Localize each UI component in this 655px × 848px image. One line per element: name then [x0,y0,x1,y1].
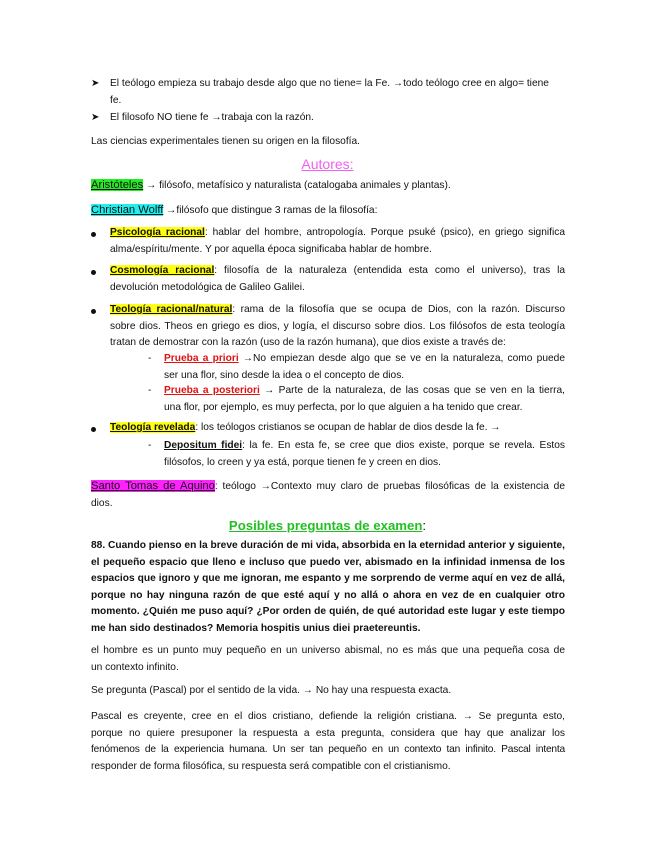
rama-cosmologia [110,263,565,296]
paragraph-hombre [91,643,565,676]
rama-line: tratan de demostrar con la razón (uso de la razón humana), que dios existe a través de: [110,337,506,348]
rama-line: devolución metodológica de Galileo Galilei. [110,281,305,293]
tomas-entry [91,478,565,512]
rama-line: : hablar del hombre, antropología. Porque psuké (psico), en griego significa [204,227,565,238]
arrow-bullet-icon: ➤ [91,78,100,89]
bullet-line: El teólogo empieza su trabajo desde algo que no tiene= la Fe. →todo teólogo cree en algo= tiene [110,78,549,89]
rama-line: : rama de la filosofía que se ocupa de Dios, con la razón. Discurso [232,304,565,315]
rama-line: sobre dios. Theos en griego es dios, y logía, el discurso sobre dios. Los filósofos de esta teología [110,320,565,332]
prueba-term: Prueba a priori [164,353,239,364]
tomas-line: dios. [91,497,113,509]
dash-bullet: - [148,353,152,364]
paragraph-line: el hombre es un punto muy pequeño en un universo abismal, no es más que una pequeña cosa de [91,645,565,656]
rama-term: Cosmología racional [110,265,215,276]
pascal-quote [91,538,565,637]
quote-line: me han sido destinados? Memoria hospitis unius diei praetereuntis. [91,622,421,634]
prueba-a-posteriori [164,383,565,416]
revelada-term: Teología revelada [110,422,196,433]
wolff-entry [91,202,571,220]
intro-paragraph: Las ciencias experimentales tienen su origen en la filosofía. [91,136,360,147]
bullet-line: fe. [110,94,122,106]
quote-line: porque no hay ninguna razón de que esté aquí y no allá o ahora en vez de en cualquier otro [91,589,565,601]
quote-line: 88. Cuando pienso en la breve duración de mi vida, absorbida en la eternidad anterior y siguiente, [91,540,565,551]
bullet-dot-icon [91,270,96,275]
arrow-bullet-icon: ➤ [91,112,100,123]
revelada-text: : los teólogos cristianos se ocupan de hablar de dios desde la fe. → [195,422,501,433]
rama-line: alma/espíritu/mente. Y por aquella época significaba hablar de hombre. [110,243,432,255]
paragraph-line: fenómenos de la experiencia humana. Un ser tan pequeño en un contexto tan infinito. Pascal intenta [91,744,565,755]
wolff-name: Christian Wolff [91,204,164,216]
quote-line: el pequeño espacio que lleno e incluso que puedo ver, abismado en la infinidad inmensa de los [91,556,565,568]
rama-term: Teología racional/natural [110,304,233,315]
quote-line: momento. ¿Quién me puso aquí? ¿Por orden de quién, de qué autoridad este lugar y este tiempo [91,606,565,617]
teologia-revelada [110,420,565,437]
quote-line: espacios que ignoro y que me ignoran, me espanto y me sorprendo de verme aquí en vez de allá, [91,573,565,584]
bullet-dot-icon [91,232,96,237]
dash-bullet: - [148,440,152,451]
aristoteles-text: → filósofo, metafísico y naturalista (catalogaba animales y plantas). [143,180,451,191]
rama-teologia-racional [110,302,565,352]
bullet-dot-icon [91,309,96,314]
depositum-line: : la fe. En esta fe, se cree que dios existe, porque se revela. Estos [242,440,565,451]
prueba-term: Prueba a posteriori [164,385,260,396]
rama-term: Psicología racional [110,227,205,238]
rama-line: : filosofía de la naturaleza (entendida esta como el universo), tras la [214,265,566,276]
prueba-line: ser una flor, sino desde la idea o el concepto de dios. [164,369,405,381]
bullet-dot-icon [91,427,96,432]
aristoteles-name: Aristóteles [91,179,144,191]
rama-psicologia [110,225,565,258]
prueba-line: una flor, por ejemplo, es muy perfecta, por lo que alguien a ha tenido que crear. [164,401,523,413]
paragraph-line: responder de forma filosófica, su respuesta será compatible con el cristianismo. [91,760,451,772]
autores-heading: Autores: [301,156,354,172]
prueba-line: →No empiezan desde algo que se ve en la naturaleza, como puede [238,353,565,364]
preguntas-heading: Posibles preguntas de examen: [228,518,427,533]
depositum-line: filósofos, lo creen y ya está, porque tienen fe y creen en dios. [164,456,441,468]
wolff-text: →filósofo que distingue 3 ramas de la filosofía: [163,205,378,216]
tomas-name: Santo Tomas de Aquino [91,480,215,492]
paragraph-pascal [91,709,565,775]
aristoteles-entry [91,177,571,195]
bullet-theologian [110,76,565,109]
paragraph-line: un contexto infinito. [91,661,179,673]
bullet-philosopher: El filosofo NO tiene fe →trabaja con la razón. [110,112,314,123]
dash-bullet: - [148,385,152,396]
prueba-a-priori [164,351,565,384]
depositum-fidei [164,438,565,471]
paragraph-line: Pascal es creyente, cree en el dios cristiano, defiende la religión cristiana. → Se pregunta esto, [91,711,565,722]
depositum-term: Depositum fidei [164,440,243,451]
prueba-line: → Parte de la naturaleza, de las cosas que se ven en la tierra, [259,385,566,396]
tomas-line: : teólogo →Contexto muy claro de pruebas filosóficas de la existencia de [214,481,565,492]
paragraph-sentido: Se pregunta (Pascal) por el sentido de la vida. → No hay una respuesta exacta. [91,685,452,696]
paragraph-line: porque no quiere presuponer la respuesta a esta pregunta, considera que hay que analizar los [91,727,565,739]
